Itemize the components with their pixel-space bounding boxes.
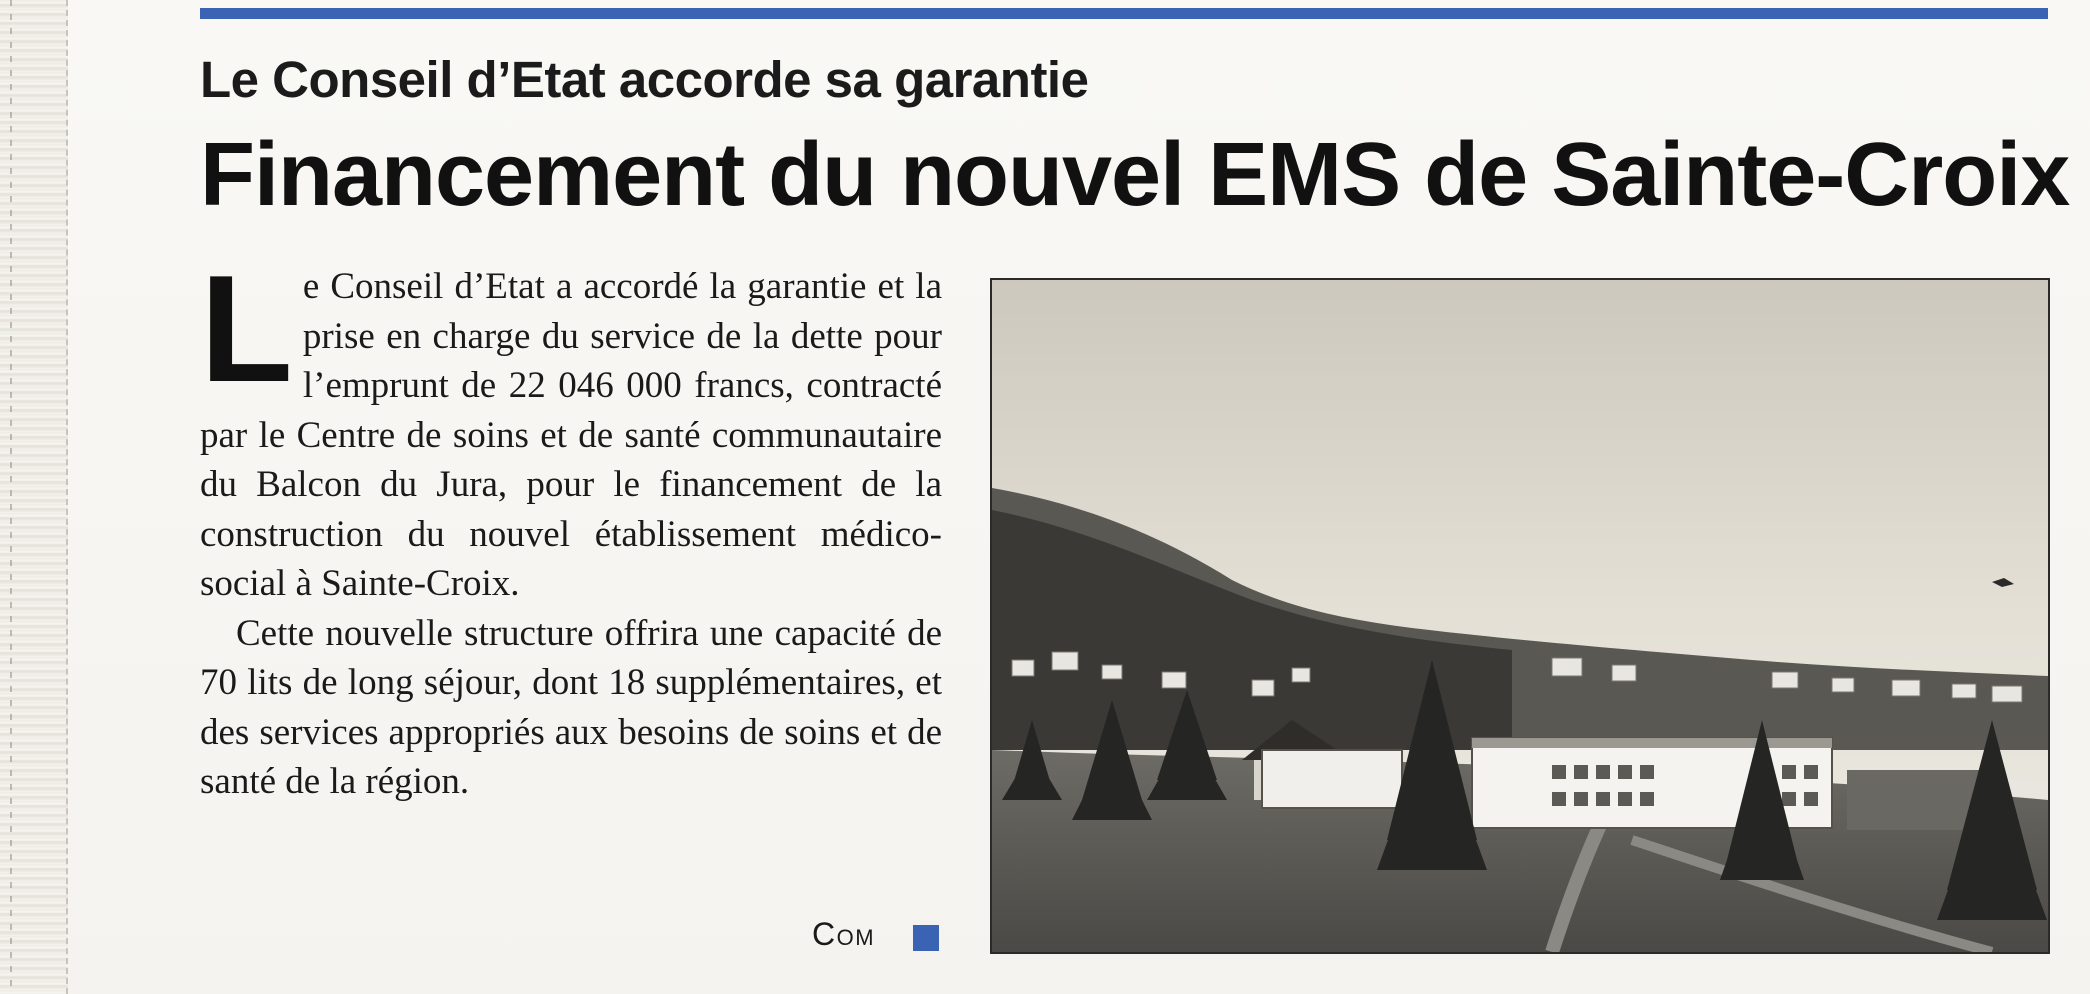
article-kicker: Le Conseil d’Etat accorde sa garantie xyxy=(200,51,1089,108)
paragraph-1 xyxy=(200,244,942,609)
paragraph-2: Cette nouvelle structure offrira une capacité de 70 lits de long séjour, dont 18 supplémentaires, et des services appropriés aux besoins de soins et de santé de la région. xyxy=(200,612,942,802)
paragraph-1-text: e Conseil d’Etat a accordé la garantie et la prise en charge du service de la dette pour l’emprunt de 22 046 000 francs, contracté par le Centre de soins et de santé communautaire du Balcon du Jura, pour le financement de la construction du nouvel établissement médico-social à Sainte-Croix. xyxy=(200,266,942,604)
article-headline: Financement du nouvel EMS de Sainte-Croix xyxy=(200,125,2070,225)
article-body xyxy=(200,244,942,807)
author-signature: Com xyxy=(812,916,876,952)
torn-page-edge xyxy=(0,0,68,994)
drop-cap: L xyxy=(200,244,293,414)
building-rendering-photo xyxy=(990,278,2050,954)
end-mark-icon xyxy=(913,925,939,951)
top-color-rule xyxy=(200,8,2048,19)
